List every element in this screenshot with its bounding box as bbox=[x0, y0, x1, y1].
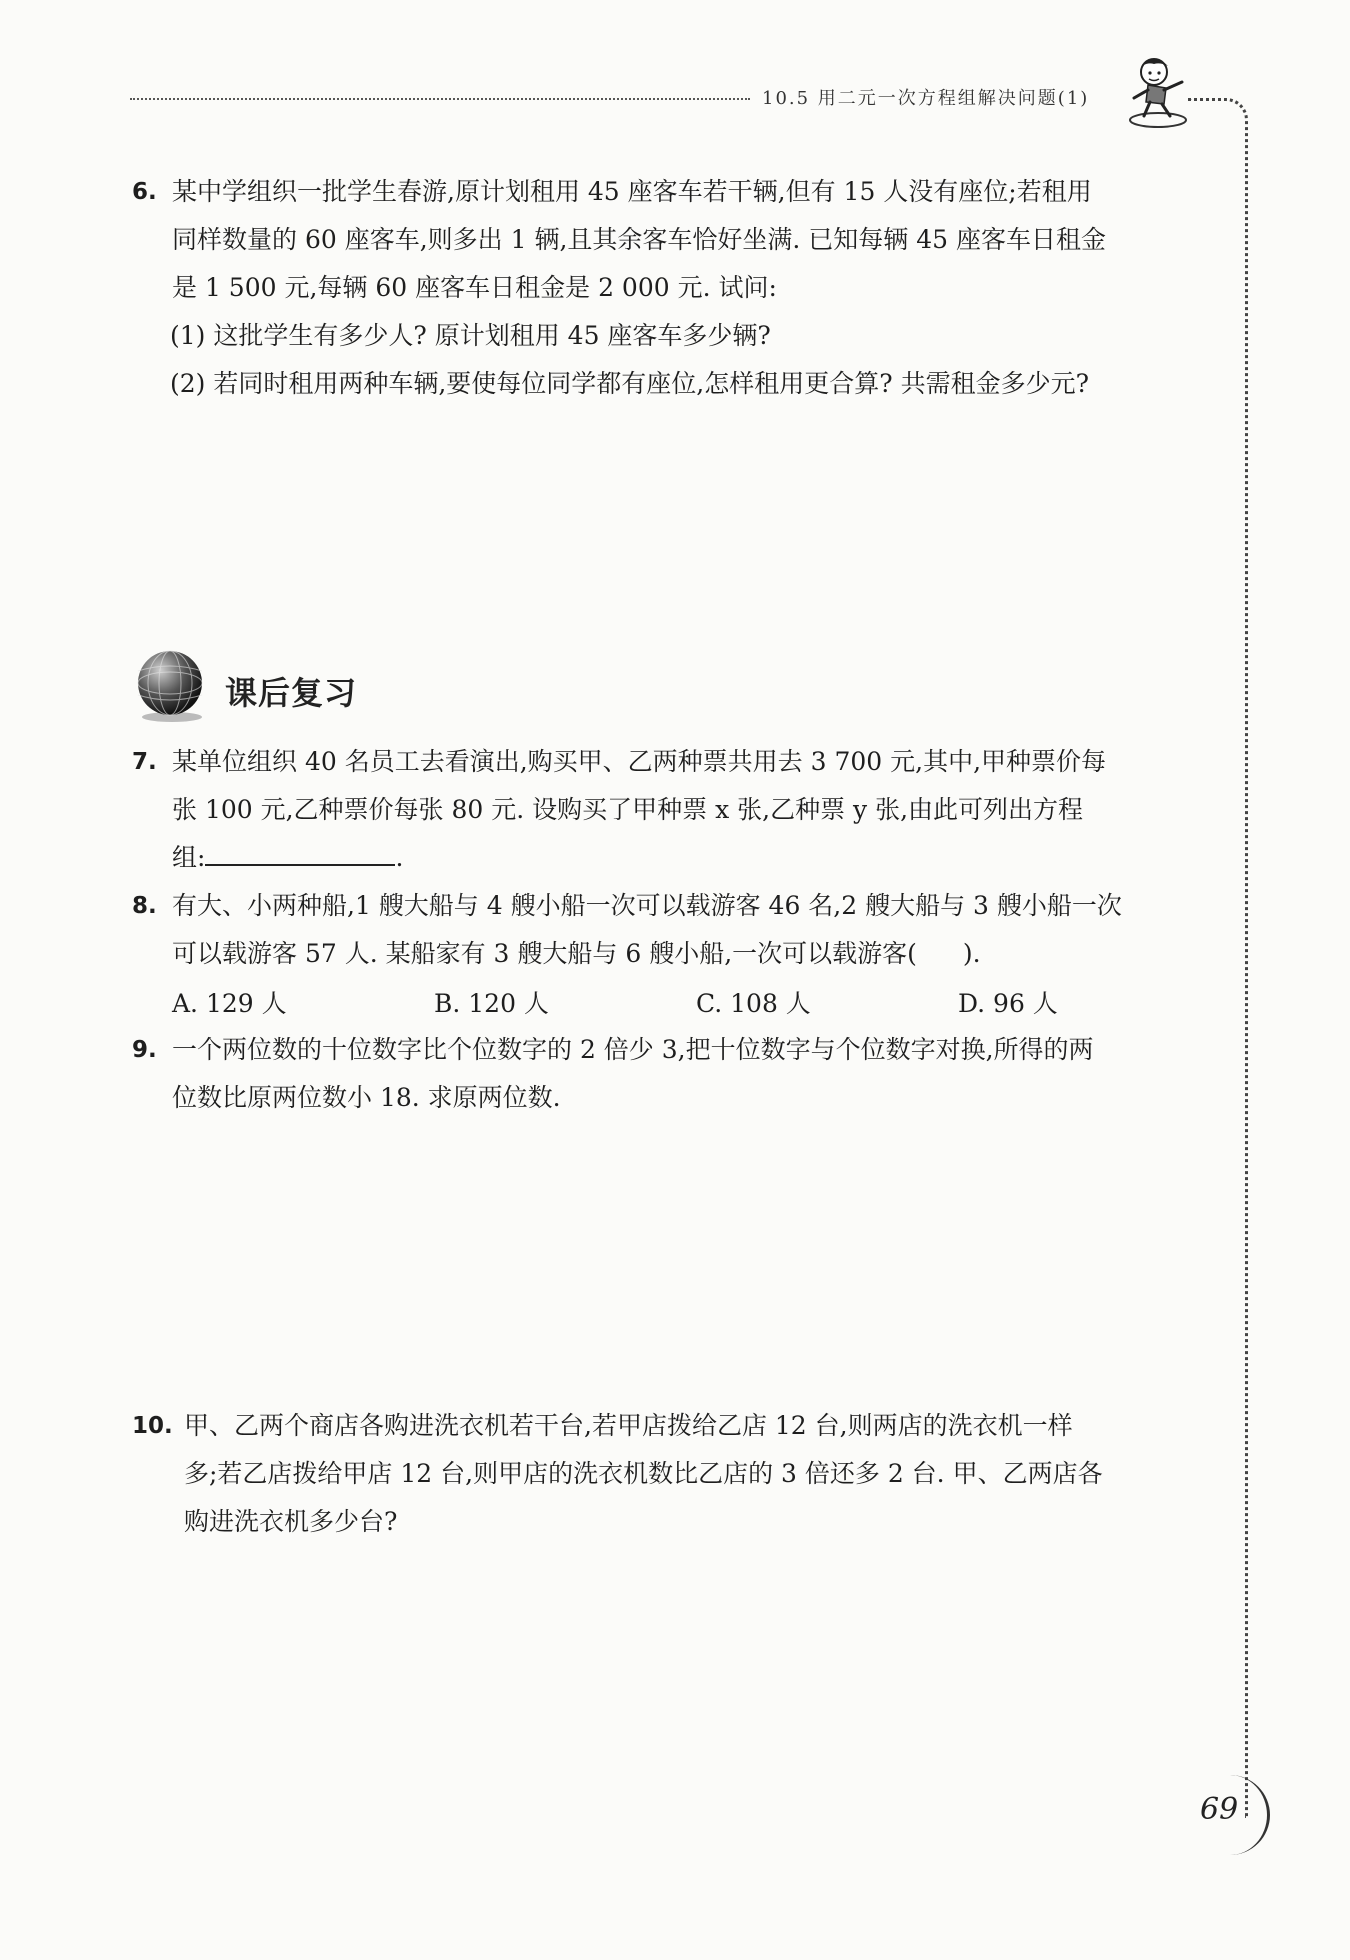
page-number: 69 bbox=[1200, 1792, 1239, 1827]
question-9 bbox=[132, 1026, 1200, 1122]
question-text-line: 有大、小两种船,1 艘大船与 4 艘小船一次可以载游客 46 名,2 艘大船与 3 艘小船一次 bbox=[172, 891, 1122, 920]
question-text-line: 组: . bbox=[172, 834, 1200, 882]
question-number: 8. bbox=[132, 893, 157, 919]
question-number: 9. bbox=[132, 1037, 157, 1063]
question-text-line: 一个两位数的十位数字比个位数字的 2 倍少 3,把十位数字与个位数字对换,所得的两 bbox=[172, 1035, 1094, 1064]
question-text-line: 某单位组织 40 名员工去看演出,购买甲、乙两种票共用去 3 700 元,其中,甲种票价每 bbox=[172, 747, 1107, 776]
question-number: 10. bbox=[132, 1413, 173, 1439]
question-text-line: 张 100 元,乙种票价每张 80 元. 设购买了甲种票 x 张,乙种票 y 张,由此可列出方程 bbox=[172, 795, 1084, 824]
question-text-line: 购进洗衣机多少台? bbox=[184, 1507, 398, 1536]
subquestion-6-1: (1) 这批学生有多少人? 原计划租用 45 座客车多少辆? bbox=[170, 321, 771, 350]
mascot-boy-icon bbox=[1118, 52, 1198, 132]
header-dotted-rule bbox=[130, 98, 750, 100]
question-text-line: 某中学组织一批学生春游,原计划租用 45 座客车若干辆,但有 15 人没有座位;若租用 bbox=[172, 177, 1092, 206]
question-number: 6. bbox=[132, 179, 157, 205]
choice-c[interactable]: C. 108 人 bbox=[696, 989, 811, 1018]
chapter-title: 10.5 用二元一次方程组解决问题(1) bbox=[762, 88, 1090, 109]
question-text-line: 甲、乙两个商店各购进洗衣机若干台,若甲店拨给乙店 12 台,则两店的洗衣机一样 bbox=[184, 1411, 1073, 1440]
question-text-line: 同样数量的 60 座客车,则多出 1 辆,且其余客车恰好坐满. 已知每辆 45 座客车日租金 bbox=[172, 225, 1106, 254]
question-text-line: 位数比原两位数小 18. 求原两位数. bbox=[172, 1083, 561, 1112]
question-6 bbox=[132, 168, 1200, 312]
choice-a[interactable]: A. 129 人 bbox=[172, 989, 287, 1018]
question-number: 7. bbox=[132, 749, 157, 775]
question-7 bbox=[132, 738, 1200, 882]
question-text-line: 多;若乙店拨给甲店 12 台,则甲店的洗衣机数比乙店的 3 倍还多 2 台. 甲、乙两店各 bbox=[184, 1459, 1103, 1488]
subquestion-6-2: (2) 若同时租用两种车辆,要使每位同学都有座位,怎样租用更合算? 共需租金多少元? bbox=[170, 369, 1090, 398]
question-10 bbox=[132, 1402, 1200, 1546]
choice-list bbox=[172, 980, 1202, 1028]
choice-b[interactable]: B. 120 人 bbox=[434, 989, 549, 1018]
answer-blank[interactable] bbox=[205, 834, 395, 866]
choice-d[interactable]: D. 96 人 bbox=[958, 989, 1058, 1018]
globe-icon bbox=[132, 645, 212, 725]
question-8 bbox=[132, 882, 1200, 978]
section-title: 课后复习 bbox=[225, 674, 358, 712]
question-text-line: 是 1 500 元,每辆 60 座客车日租金是 2 000 元. 试问: bbox=[172, 273, 777, 302]
question-text-line: 可以载游客 57 人. 某船家有 3 艘大船与 6 艘小船,一次可以载游客( ). bbox=[172, 939, 981, 968]
